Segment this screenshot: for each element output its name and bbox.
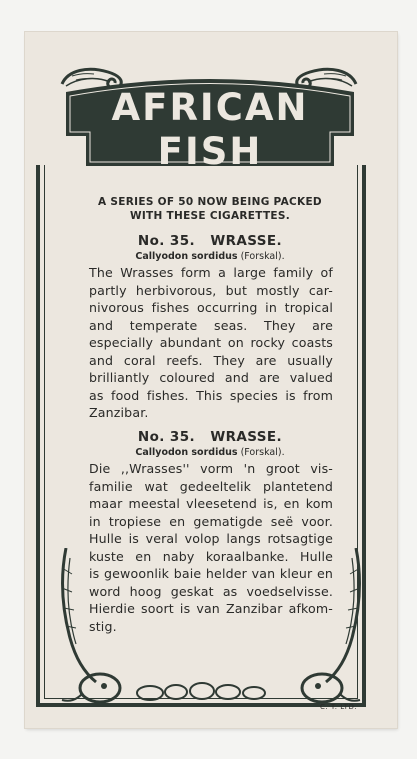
afrikaans-line: word hoog geskat as voedselvisse. [89,583,333,599]
english-heading: No. 35. WRASSE. [137,233,283,249]
afrikaans-author: (Forskal). [240,447,285,458]
english-species [60,251,360,262]
english-line: Zanzibar. [89,405,149,420]
afrikaans-line: Die ,,Wrasses'' vorm 'n groot vis- [89,461,333,476]
english-line: especially abundant on rocky coasts [89,335,333,350]
series-note-line2: WITH THESE CIGARETTES. [129,210,291,222]
english-author: (Forskal). [240,251,285,262]
afrikaans-line: stig. [89,618,117,634]
afrikaans-line: familie wat gedeeltelik plantetend [89,478,333,494]
title-fish: FISH [157,130,263,173]
afrikaans-line: maar meestal vleesetend is, en kom [89,496,333,511]
pebbles-ornament [130,680,290,702]
afrikaans-heading: No. 35. WRASSE. [137,429,283,445]
afrikaans-line: in tropiese en gematigde seë voor. [89,513,333,529]
series-note [60,195,360,223]
english-line: and temperate seas. They are [89,317,333,333]
afrikaans-line: Hulle is veral volop langs rotsagtige [89,531,333,546]
english-line: and coral reefs. They are usually [89,352,333,368]
title-african: AFRICAN [111,86,309,129]
afrikaans-line: Hierdie soort is van Zanzibar afkom- [89,601,333,616]
afrikaans-line: kuste en naby koraalbanke. Hulle [89,548,333,564]
printer-mark: C. T. LTD. [320,703,358,711]
afrikaans-species [60,447,360,458]
afrikaans-line: is gewoonlik baie helder van kleur en [89,566,333,581]
afrikaans-latin-name: Callyodon sordidus [135,447,238,458]
left-dolphin-ornament [56,548,126,708]
english-line: as food fishes. This species is from [89,387,333,403]
series-note-line1: A SERIES OF 50 NOW BEING PACKED [98,196,322,208]
english-line: brilliantly coloured and are valued [89,370,333,385]
english-description [89,264,333,422]
english-line: partly herbivorous, but mostly car- [89,282,333,298]
english-line: The Wrasses form a large family of [89,265,333,280]
english-latin-name: Callyodon sordidus [135,251,238,262]
right-dolphin-ornament [296,548,366,708]
english-line: nivorous fishes occurring in tropical [89,300,333,315]
